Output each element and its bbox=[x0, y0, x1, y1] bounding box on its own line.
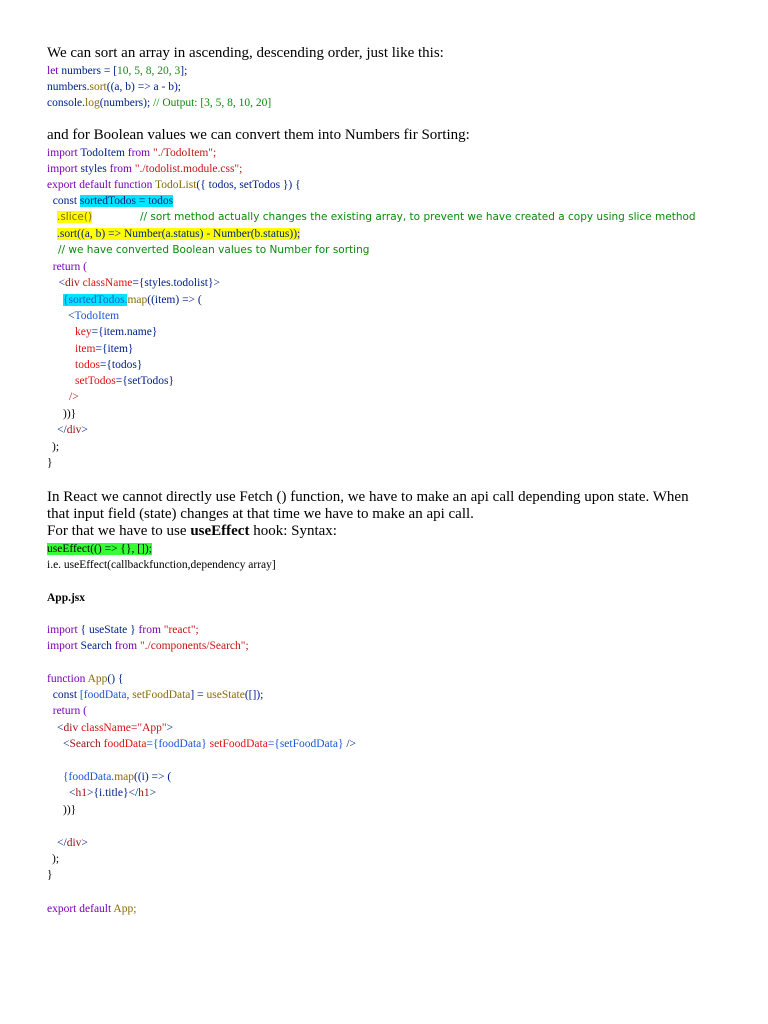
sort-heading: We can sort an array in ascending, descending order, just like this: bbox=[47, 45, 444, 61]
code-line-app-close-brace: } bbox=[47, 869, 53, 881]
code-line-selfclose: /> bbox=[69, 391, 79, 403]
code-line-div-close: </div> bbox=[57, 424, 88, 436]
code-line-app-close-paren: ); bbox=[52, 853, 60, 865]
code-line-fooddata-map: {foodData.map((i) => ( bbox=[63, 771, 172, 783]
code-line-console-log: console.log(numbers); // Output: [3, 5, 8, 10, 20] bbox=[47, 97, 272, 109]
code-line-export-todolist: export default function TodoList({ todos, setTodos }) { bbox=[47, 179, 301, 191]
fetch-paragraph-line2: that input field (state) changes at that time we have to make an api call. bbox=[47, 506, 474, 522]
code-line-prop-todos: todos={todos} bbox=[75, 359, 143, 371]
code-line-sort-number: .sort((a, b) => Number(a.status) - Number(b.status)); bbox=[57, 228, 301, 240]
fetch-paragraph-line3: For that we have to use useEffect hook: Syntax: bbox=[47, 523, 337, 539]
code-comment-converted: // we have converted Boolean values to Number for sorting bbox=[58, 244, 370, 256]
code-line-ie-explanation: i.e. useEffect(callbackfunction,dependency array] bbox=[47, 559, 276, 571]
code-line-app-close-map: ))} bbox=[63, 804, 77, 816]
code-line-app-div-open: <div className="App"> bbox=[57, 722, 174, 734]
code-line-prop-key: key={item.name} bbox=[75, 326, 158, 338]
code-line-div-open: <div className={styles.todolist}> bbox=[47, 277, 221, 289]
code-line-close-paren: ); bbox=[52, 441, 60, 453]
code-line-import-usestate: import { useState } from "react"; bbox=[47, 624, 199, 636]
code-line-const-sortedtodos: const sortedTodos = todos bbox=[47, 195, 174, 207]
code-line-close-brace: } bbox=[47, 457, 53, 469]
code-line-import-todoitem: import TodoItem from "./TodoItem"; bbox=[47, 147, 217, 159]
code-line-let-numbers: let numbers = [10, 5, 8, 20, 3]; bbox=[47, 65, 188, 77]
code-line-numbers-sort: numbers.sort((a, b) => a - b); bbox=[47, 81, 182, 93]
code-line-export-app: export default App; bbox=[47, 903, 137, 915]
code-line-search-component: <Search foodData={foodData} setFoodData={setFoodData} /> bbox=[63, 738, 357, 750]
code-line-app-div-close: </div> bbox=[57, 837, 88, 849]
fetch-paragraph-line1: In React we cannot directly use Fetch () function, we have to make an api call depending upon state. When bbox=[47, 489, 689, 505]
code-line-h1: <h1>{i.title}</h1> bbox=[69, 787, 157, 799]
code-line-prop-item: item={item} bbox=[75, 343, 134, 355]
code-line-slice: .slice() bbox=[57, 211, 93, 223]
code-line-import-search: import Search from "./components/Search"; bbox=[47, 640, 249, 652]
code-line-close-map: ))} bbox=[63, 408, 77, 420]
filename-heading: App.jsx bbox=[47, 592, 86, 604]
code-line-map: {sortedTodos.map((item) => ( bbox=[63, 294, 202, 306]
code-line-import-styles: import styles from "./todolist.module.css"; bbox=[47, 163, 243, 175]
boolean-heading: and for Boolean values we can convert them into Numbers fir Sorting: bbox=[47, 127, 470, 143]
code-line-useeffect-syntax: useEffect(() => {}, []); bbox=[47, 543, 152, 555]
code-line-const-fooddata: const [foodData, setFoodData] = useState([]); bbox=[47, 689, 264, 701]
code-line-return: return ( bbox=[47, 261, 87, 273]
code-line-prop-settodos: setTodos={setTodos} bbox=[75, 375, 174, 387]
code-line-app-return: return ( bbox=[47, 705, 87, 717]
code-line-function-app: function App() { bbox=[47, 673, 124, 685]
code-line-todoitem-open: <TodoItem bbox=[68, 310, 120, 322]
code-comment-slice: // sort method actually changes the existing array, to prevent we have created a copy using slice method bbox=[140, 211, 696, 223]
